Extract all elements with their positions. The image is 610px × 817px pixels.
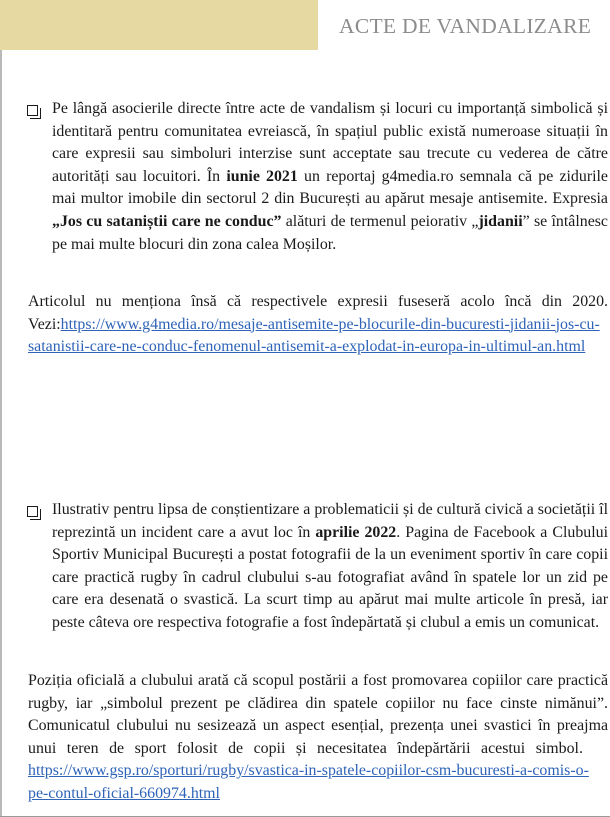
paragraph-text: se întâlnesc pe mai multe blocuri din zona calea Moșilor.: [52, 212, 608, 253]
paragraph-text: alături de termenul peiorativ: [281, 212, 472, 230]
source-link-gsp[interactable]: https://www.gsp.ro/sporturi/rugby/svastica-in-spatele-copiilor-csm-bucuresti-a-comis-o-pe-contul-oficial-660974.html: [28, 762, 589, 802]
header-color-band: [0, 0, 318, 50]
checkbox-bullet-icon: [27, 506, 38, 517]
paragraph-text: Pe lângă asocierile directe între acte de vandalism și locuri cu importanță simbolică și identitară pentru comunitatea evreiască, în spațiul public există numeroase situații în care expresii sau simboluri interzise sunt acceptate sau trecute cu vederea de către autorități sau locuitori. În: [52, 100, 608, 185]
paragraph-text: . Pagina de Facebook a Clubului Sportiv Municipal București a postat fotografii de la un eveniment sportiv în care copii care practică rugby în cadrul clubului s-au fotografiat având în spatele lor un zid pe care era desenată o svastică. La scurt timp au apărut mai multe articole în presă, iar peste câteva ore respectiva fotografie a fost îndepărtată și clubul a emis un comunicat.: [52, 523, 609, 631]
page-left-border: [0, 0, 2, 817]
paragraph-text: Ilustrativ pentru lipsa de conștientizare a problematicii și de cultură civică a societății îl reprezintă un incident care a avut loc în: [52, 501, 608, 541]
checkbox-bullet-icon: [27, 105, 38, 116]
paragraph-club-position: [28, 670, 608, 806]
paragraph-article-note: [28, 291, 608, 359]
date-highlight: iunie 2021: [226, 167, 298, 185]
paragraph-text: un reportaj g4media.ro semnala că pe zidurile mai multor imobile din sectorul 2 din București au apărut mesaje antisemite. Expresia: [52, 167, 608, 208]
quote-highlight: jidanii: [478, 212, 523, 230]
quote-mark: ”: [522, 212, 530, 230]
note-text: Articolul nu menționa însă că respectivele expresii fuseseră acolo încă din 2020. Vezi:: [28, 293, 608, 333]
section-title: ACTE DE VANDALIZARE: [339, 14, 592, 38]
quote-highlight: „Jos cu sataniștii care ne conduc”: [52, 212, 282, 230]
paragraph-vandalism-associations: [52, 98, 608, 256]
quote-mark: „: [471, 212, 479, 230]
date-highlight: aprilie 2022: [315, 523, 397, 541]
paragraph-csm-incident: [52, 499, 608, 635]
note-text: Poziția oficială a clubului arată că scopul postării a fost promovarea copiilor care practică rugby, iar „simbolul prezent pe clădirea din spatele copiilor nu face cinste nimănui”. Comunicatul clubului nu sesizează un aspect esențial, prezența unei svastici în preajma unui teren de sport folosit de copii și necesitatea îndepărtării acestui simbol.: [28, 672, 608, 757]
source-link-g4media[interactable]: https://www.g4media.ro/mesaje-antisemite-pe-blocurile-din-bucuresti-jidanii-jos-cu-satanistii-care-ne-conduc-fenomenul-antisemit-a-explodat-in-europa-in-ultimul-an.html: [28, 315, 600, 356]
